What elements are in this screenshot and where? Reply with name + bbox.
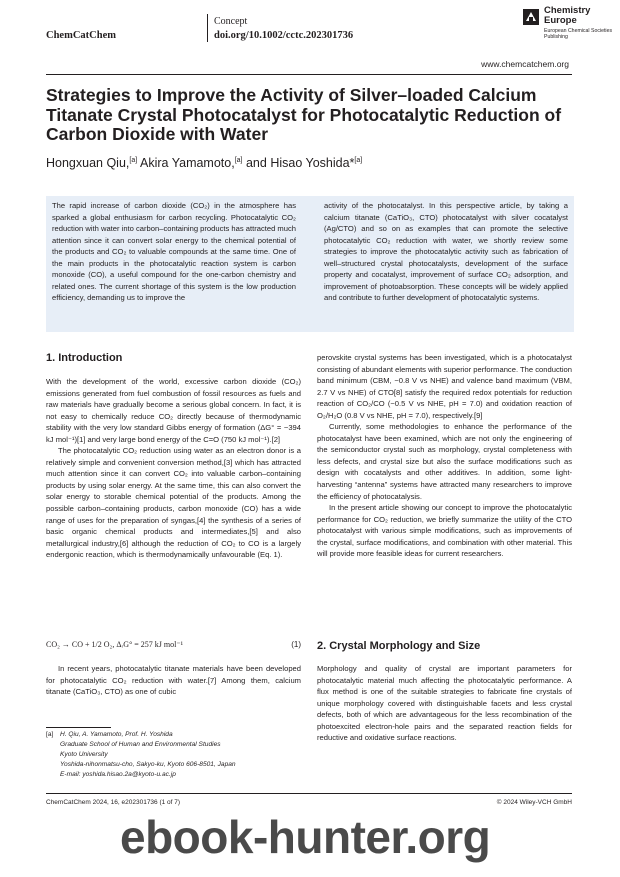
footer-copyright: © 2024 Wiley-VCH GmbH: [496, 799, 572, 806]
article-title: Strategies to Improve the Activity of Silver–loaded Calcium Titanate Crystal Photocatalyst for Photocatalytic Reduction of Carbon Dioxide with Water: [46, 85, 562, 144]
abstract-box: [46, 196, 574, 332]
paragraph: Currently, some methodologies to enhance the performance of the photocatalyst have been examined, which are not only the engineering of the semiconductor crystal such as morphology, crystal completeness with less defects, and crystal size but also the surface modifications such as design with cocatalysts and other additives. In addition, some light-harvesting “antenna” systems have attracted many researchers to improve the efficiency of photocatalysis.: [317, 422, 572, 501]
publisher-name: Chemistry Europe: [544, 5, 591, 26]
footnote-line: Graduate School of Human and Environmental Studies: [60, 741, 221, 748]
paragraph: In recent years, photocatalytic titanate materials have been developed for photocatalytic CO₂ reduction with water.[7] Among them, calcium titanate (CaTiO₃, CTO) as one of cubic: [46, 664, 301, 697]
author-list: [46, 156, 362, 170]
footnote-email[interactable]: E-mail: yoshida.hisao.2a@kyoto-u.ac.jp: [60, 771, 176, 778]
affiliation-footnote: [46, 730, 301, 778]
journal-website[interactable]: www.chemcatchem.org: [481, 59, 569, 69]
header-rule: [46, 74, 572, 75]
paragraph: The photocatalytic CO₂ reduction using water as an electron donor is a relatively simple and convenient conversion method,[3] which has attracted much attention since it can convert CO₂ into valuable carbon–containing products by using solar energy. At the same time, this can also convert the solar energy to storable chemical potential of the products. Among the possible carbon–containing products, carbon monoxide (CO) has a wide range of uses for the preparation of syngas,[4] the synthesis of a series of basic organic chemical products and intermediates,[5] and also metallurgical industry,[6] although the reduction of CO₂ to CO is a largely endergonic reaction, which is thermodynamically unfavourable (Eq. 1).: [46, 446, 301, 560]
author-affiliation: [a]: [354, 156, 363, 164]
footer-rule: [46, 793, 572, 794]
body-right-column: [317, 352, 572, 560]
document-type: Concept: [214, 16, 248, 27]
section-heading-introduction: 1. Introduction: [46, 352, 123, 364]
header-divider: [207, 14, 208, 42]
abstract-left-column: The rapid increase of carbon dioxide (CO₂) in the atmosphere has sparked a global enthusiasm for carbon recycling. Photocatalytic CO₂ reduction with water into carbon–containing products has attracted much attention since it can convert solar energy to the chemical potential of the products and CO₂ to valuable compounds at the same time. One of the main products in the photocatalytic reaction system is carbon monoxide (CO), a useful compound for the one-carbon chemistry and related ones. The current shortage of this system is the low production efficiency, demanding us to improve the: [52, 201, 296, 303]
section-heading-crystal-morphology: 2. Crystal Morphology and Size: [317, 640, 481, 652]
equation-1: [46, 640, 301, 649]
footnote-line: Yoshida-nihonmatsu-cho, Sakyo-ku, Kyoto 606-8501, Japan: [60, 761, 236, 768]
publisher-subtitle: European Chemical Societies Publishing: [544, 28, 613, 40]
footnote-line: Kyoto University: [60, 751, 108, 758]
body-left-column-cont: [46, 663, 301, 698]
publisher-mark-icon: [522, 8, 540, 26]
footnote-label: [a]: [46, 731, 54, 738]
author-name: and Hisao Yoshida*: [245, 156, 355, 170]
author-affiliation: [a]: [129, 156, 138, 164]
watermark: ebook-hunter.org: [120, 811, 491, 863]
paragraph: perovskite crystal systems has been investigated, which is a photocatalyst consisting of abundant elements with superior performance. The conduction band minimum (CBM, −0.8 V vs NHE) and valence band maximum (VBM, 2.7 V vs NHE) of CTO[8] satisfy the required redox potentials for reduction reaction of CO₂/CO (−0.5 V vs NHE, pH = 7.0) and oxidation reaction of O₂/H₂O (0.8 V vs NHE, pH = 7.0), respectively.[9]: [317, 353, 572, 420]
footnote-line: H. Qiu, A. Yamamoto, Prof. H. Yoshida: [60, 731, 173, 738]
body-left-column: [46, 376, 301, 561]
abstract-right-column: activity of the photocatalyst. In this perspective article, by taking a calcium titanate (CaTiO₃, CTO) photocatalyst with silver cocatalyst (Ag/CTO) and so on as examples that can promote the selective photocatalytic CO₂ reduction with water, we shortly review some strategies to improve the photocatalytic activity such as fabrication of well–structured crystal photocatalysts, development of the surface property and cocatalyst, improvement of surface CO₂ adsorption, and improvement of photoabsorption. These concepts will be widely applied and contribute to further development of photocatalytic systems.: [324, 201, 568, 303]
paragraph: In the present article showing our concept to improve the photocatalytic performance for CO₂ reduction, we briefly summarize the utility of the CTO photocatalyst with various simple modifications, such as improvements of the crystal, surface modifications, and combination with other material. This will provide more feasible ideas for current researchers.: [317, 503, 572, 559]
author-name: Akira Yamamoto,: [139, 156, 235, 170]
equation-number: (1): [291, 640, 301, 649]
journal-name: ChemCatChem: [46, 30, 116, 41]
body-right-column-cont: [317, 663, 572, 744]
paragraph: Morphology and quality of crystal are important parameters for photocatalytic material much affecting the photocatalytic performance. A flux method is one of the suitable strategies to fabricate fine crystals of unique morphology covered with distinguishable facets and less crystal defects, both of which are advantageous for the less recombination of the photoexcited electron-hole pairs and the separated reaction fields for reductive and oxidative surface reactions.: [317, 664, 572, 743]
doi-link[interactable]: doi.org/10.1002/cctc.202301736: [214, 30, 354, 41]
equation-text: CO₂ → CO + 1/2 O₂, ΔᵣG° = 257 kJ mol⁻¹: [46, 640, 183, 649]
author-affiliation: [a]: [234, 156, 243, 164]
footer-citation: ChemCatChem 2024, 16, e202301736 (1 of 7): [46, 799, 181, 806]
paragraph: With the development of the world, excessive carbon dioxide (CO₂) emissions generated from fuel combustion of fossil resources as fuels and raw materials have gradually become a serious global concern. In fact, it is not easy to chemically reduce CO₂ directly because of thermodynamic stability with the very low standard Gibbs energy of formation (ΔG° = −394 kJ mol⁻¹)[1] and very large bond energy of the C=O (750 kJ mol⁻¹).[2]: [46, 377, 301, 444]
author-name: Hongxuan Qiu,: [46, 156, 130, 170]
footnote-rule: [46, 727, 111, 728]
